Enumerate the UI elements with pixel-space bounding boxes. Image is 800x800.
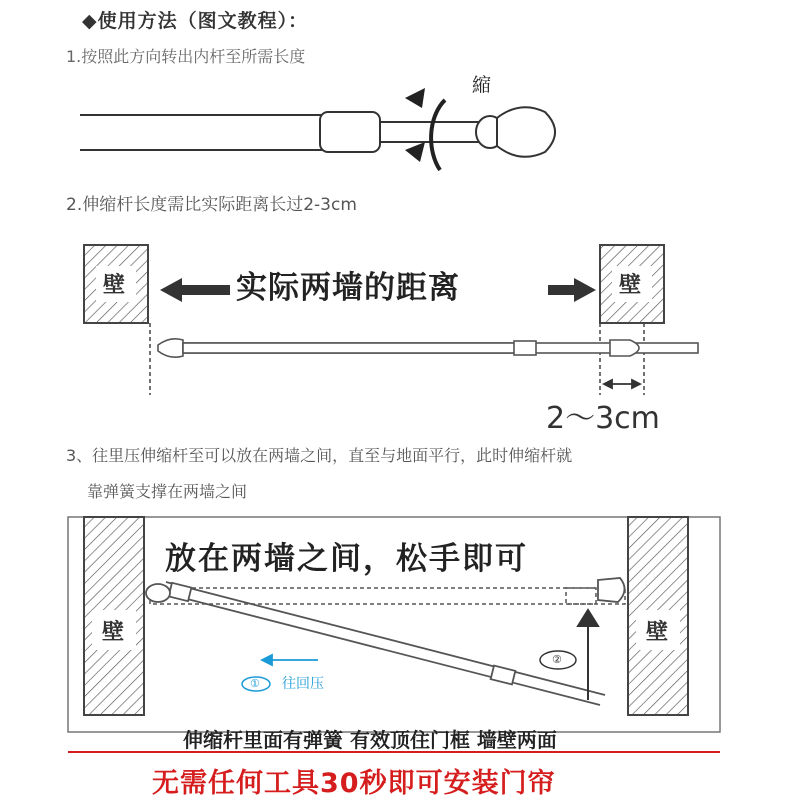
- step-2-text: 2.伸缩杆长度需比实际距离长过2-3cm: [66, 195, 357, 215]
- rod-diagram-3: [146, 578, 625, 705]
- step-1-text: 1.按照此方向转出内杆至所需长度: [66, 47, 306, 66]
- wall-label-left-2: 壁: [103, 273, 126, 298]
- push-up-arrow: [578, 610, 598, 700]
- gap-arrow: [604, 380, 640, 388]
- wall-label-left-3: 壁: [102, 620, 125, 645]
- step-3-text-line-2: 靠弹簧支撑在两墙之间: [87, 482, 248, 501]
- step-marker-2: ②: [552, 653, 562, 666]
- rod-diagram-1: [80, 107, 555, 157]
- step-3-text-line-1: 3、往里压伸缩杆至可以放在两墙之间，直至与地面平行，此时伸缩杆就: [66, 446, 573, 465]
- gap-label: 2～3cm: [546, 401, 660, 436]
- wall-label-right-3: 壁: [646, 620, 669, 645]
- bottom-banner: 无需任何工具30秒即可安装门帘: [152, 768, 556, 799]
- push-back-arrow: [262, 655, 318, 665]
- push-back-label: 往回压: [282, 676, 324, 692]
- twist-arrow-icon: [405, 88, 445, 170]
- step-marker-1: ①: [250, 677, 260, 690]
- release-label: 放在两墙之间，松手即可: [165, 541, 528, 577]
- distance-label: 实际两墙的距离: [236, 270, 460, 306]
- page-title: ◆使用方法（图文教程）：: [82, 10, 309, 32]
- spring-label: 伸缩杆里面有弹簧 有效顶住门框 墙壁两面: [183, 728, 557, 752]
- shrink-label: 縮: [472, 74, 492, 96]
- rod-diagram-2: [158, 339, 698, 357]
- wall-label-right-2: 壁: [619, 273, 642, 298]
